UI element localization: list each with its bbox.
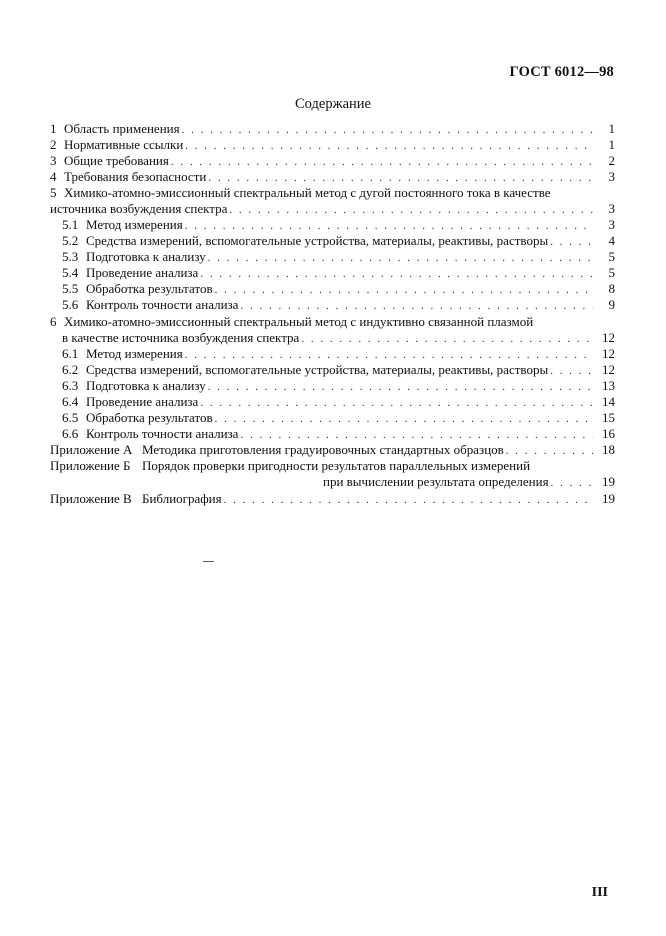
page-number: III (591, 885, 608, 900)
leader-dots (506, 443, 593, 459)
toc-entry-number: 5.2 (62, 233, 79, 249)
toc-entry-title-cont: в качестве источника возбуждения спектра (62, 329, 300, 345)
toc-entry-number: 5.1 (62, 216, 79, 232)
toc-entry-number: 6.1 (62, 345, 79, 361)
toc-entry-number: 6.5 (62, 410, 79, 426)
toc-entry-page: 12 (602, 345, 615, 361)
toc-entry[interactable] (50, 281, 615, 297)
toc-entry-number: 5.4 (62, 265, 79, 281)
toc-entry-number: 1 (50, 121, 57, 136)
toc-entry-title: Подготовка к анализу (86, 377, 206, 393)
toc-entry-title: Обработка результатов (86, 281, 213, 297)
toc-entry-title: Химико-атомно-эмиссионный спектральный метод с индуктивно связанной плазмой (64, 313, 534, 329)
toc-entry[interactable] (50, 265, 615, 281)
leader-dots (551, 475, 593, 491)
toc-entry-title: Средства измерений, вспомогательные устройства, материалы, реактивы, растворы (86, 361, 549, 377)
leader-dots (200, 395, 593, 411)
leader-dots (200, 266, 593, 282)
toc-entry[interactable] (50, 217, 615, 233)
toc-entry-number: 6.6 (62, 426, 79, 442)
toc-entry-title-cont: источника возбуждения спектра (50, 200, 228, 216)
toc-entry-page: 3 (608, 200, 615, 216)
toc-entry-page: 5 (608, 265, 615, 281)
toc-entry-number: 4 (50, 168, 57, 184)
toc-entry-continuation[interactable] (50, 474, 615, 490)
leader-dots (301, 331, 593, 347)
toc-entry[interactable] (50, 233, 615, 249)
leader-dots (240, 298, 593, 314)
toc-entry-title: Химико-атомно-эмиссионный спектральный метод с дугой постоянного тока в качестве (64, 184, 551, 200)
leader-dots (185, 218, 593, 234)
document-code: ГОСТ 6012—98 (509, 64, 614, 80)
toc-entry-page: 19 (602, 474, 615, 490)
toc-entry-page: 8 (608, 281, 615, 297)
toc-entry[interactable] (50, 362, 615, 378)
toc-entry-number: 3 (50, 152, 57, 168)
toc-entry[interactable] (50, 153, 615, 169)
leader-dots (224, 492, 593, 508)
leader-dots (229, 202, 593, 218)
toc-entry-title: Библиография (142, 490, 222, 506)
toc-entry-title: Требования безопасности (64, 168, 207, 184)
leader-dots (185, 138, 593, 154)
toc-entry[interactable] (50, 346, 615, 362)
toc-entry-page: 3 (608, 216, 615, 232)
toc-entry-page: 12 (602, 329, 615, 345)
toc-entry[interactable] (50, 394, 615, 410)
toc-entry[interactable] (50, 185, 615, 201)
toc-entry-page: 16 (602, 426, 615, 442)
toc-entry-title: Порядок проверки пригодности результатов параллельных измерений (142, 458, 531, 474)
leader-dots (215, 411, 593, 427)
leader-dots (550, 234, 593, 250)
toc-entry-page: 9 (608, 297, 615, 313)
leader-dots (240, 427, 593, 443)
toc-entry[interactable] (50, 297, 615, 313)
toc-appendix-entry[interactable] (50, 458, 615, 474)
toc-entry-number: 6.3 (62, 377, 79, 393)
toc-entry-number: 5.3 (62, 249, 79, 265)
appendix-label: Приложение А (50, 442, 133, 458)
toc-entry-title-cont: при вычислении результата определения (323, 474, 549, 490)
toc-entry[interactable] (50, 378, 615, 394)
leader-dots (171, 154, 593, 170)
toc-appendix-entry[interactable] (50, 491, 615, 507)
toc-entry-page: 12 (602, 361, 615, 377)
toc-entry-page: 1 (608, 136, 615, 152)
toc-title: Содержание (295, 96, 371, 112)
toc-entry-continuation[interactable] (50, 330, 615, 346)
table-of-contents (50, 121, 615, 507)
toc-entry-continuation[interactable] (50, 201, 615, 217)
stray-mark (203, 561, 214, 562)
toc-entry-page: 14 (602, 394, 615, 409)
toc-entry-title: Методика приготовления градуировочных стандартных образцов (142, 442, 504, 458)
toc-entry[interactable] (50, 121, 615, 137)
leader-dots (215, 282, 593, 298)
toc-entry-page: 3 (608, 168, 615, 184)
toc-entry-title: Область применения (64, 121, 180, 136)
toc-entry-number: 5.5 (62, 281, 79, 297)
toc-entry-number: 5.6 (62, 297, 79, 313)
toc-entry-title: Метод измерения (86, 216, 183, 232)
toc-entry-page: 5 (608, 249, 615, 265)
appendix-label: Приложение В (50, 490, 132, 506)
toc-entry-title: Метод измерения (86, 345, 183, 361)
leader-dots (208, 250, 593, 266)
toc-entry[interactable] (50, 426, 615, 442)
toc-entry-number: 6.2 (62, 361, 79, 377)
leader-dots (208, 170, 593, 186)
toc-entry-page: 2 (608, 152, 615, 168)
toc-entry-page: 15 (602, 410, 615, 426)
toc-entry-title: Нормативные ссылки (64, 136, 184, 152)
toc-entry-page: 13 (602, 377, 615, 393)
toc-entry-title: Общие требования (64, 152, 169, 168)
toc-entry-number: 6 (50, 313, 57, 329)
leader-dots (185, 347, 593, 363)
toc-entry[interactable] (50, 314, 615, 330)
toc-entry-title: Контроль точности анализа (86, 297, 239, 313)
toc-entry-number: 5 (50, 184, 57, 200)
toc-entry-title: Проведение анализа (86, 265, 199, 281)
toc-entry-title: Обработка результатов (86, 410, 213, 426)
toc-entry-page: 19 (602, 490, 615, 506)
leader-dots (208, 379, 593, 395)
toc-entry-page: 18 (602, 442, 615, 458)
toc-entry-title: Проведение анализа (86, 394, 199, 409)
toc-entry[interactable] (50, 137, 615, 153)
toc-entry[interactable] (50, 249, 615, 265)
toc-appendix-entry[interactable] (50, 442, 615, 458)
toc-entry[interactable] (50, 169, 615, 185)
toc-entry-title: Средства измерений, вспомогательные устройства, материалы, реактивы, растворы (86, 233, 549, 249)
toc-entry-page: 1 (608, 121, 615, 136)
toc-entry-title: Подготовка к анализу (86, 249, 206, 265)
toc-entry-number: 2 (50, 136, 57, 152)
leader-dots (550, 363, 593, 379)
toc-entry-title: Контроль точности анализа (86, 426, 239, 442)
toc-entry-page: 4 (608, 233, 615, 249)
toc-entry-number: 6.4 (62, 394, 79, 409)
toc-entry[interactable] (50, 410, 615, 426)
appendix-label: Приложение Б (50, 458, 131, 474)
